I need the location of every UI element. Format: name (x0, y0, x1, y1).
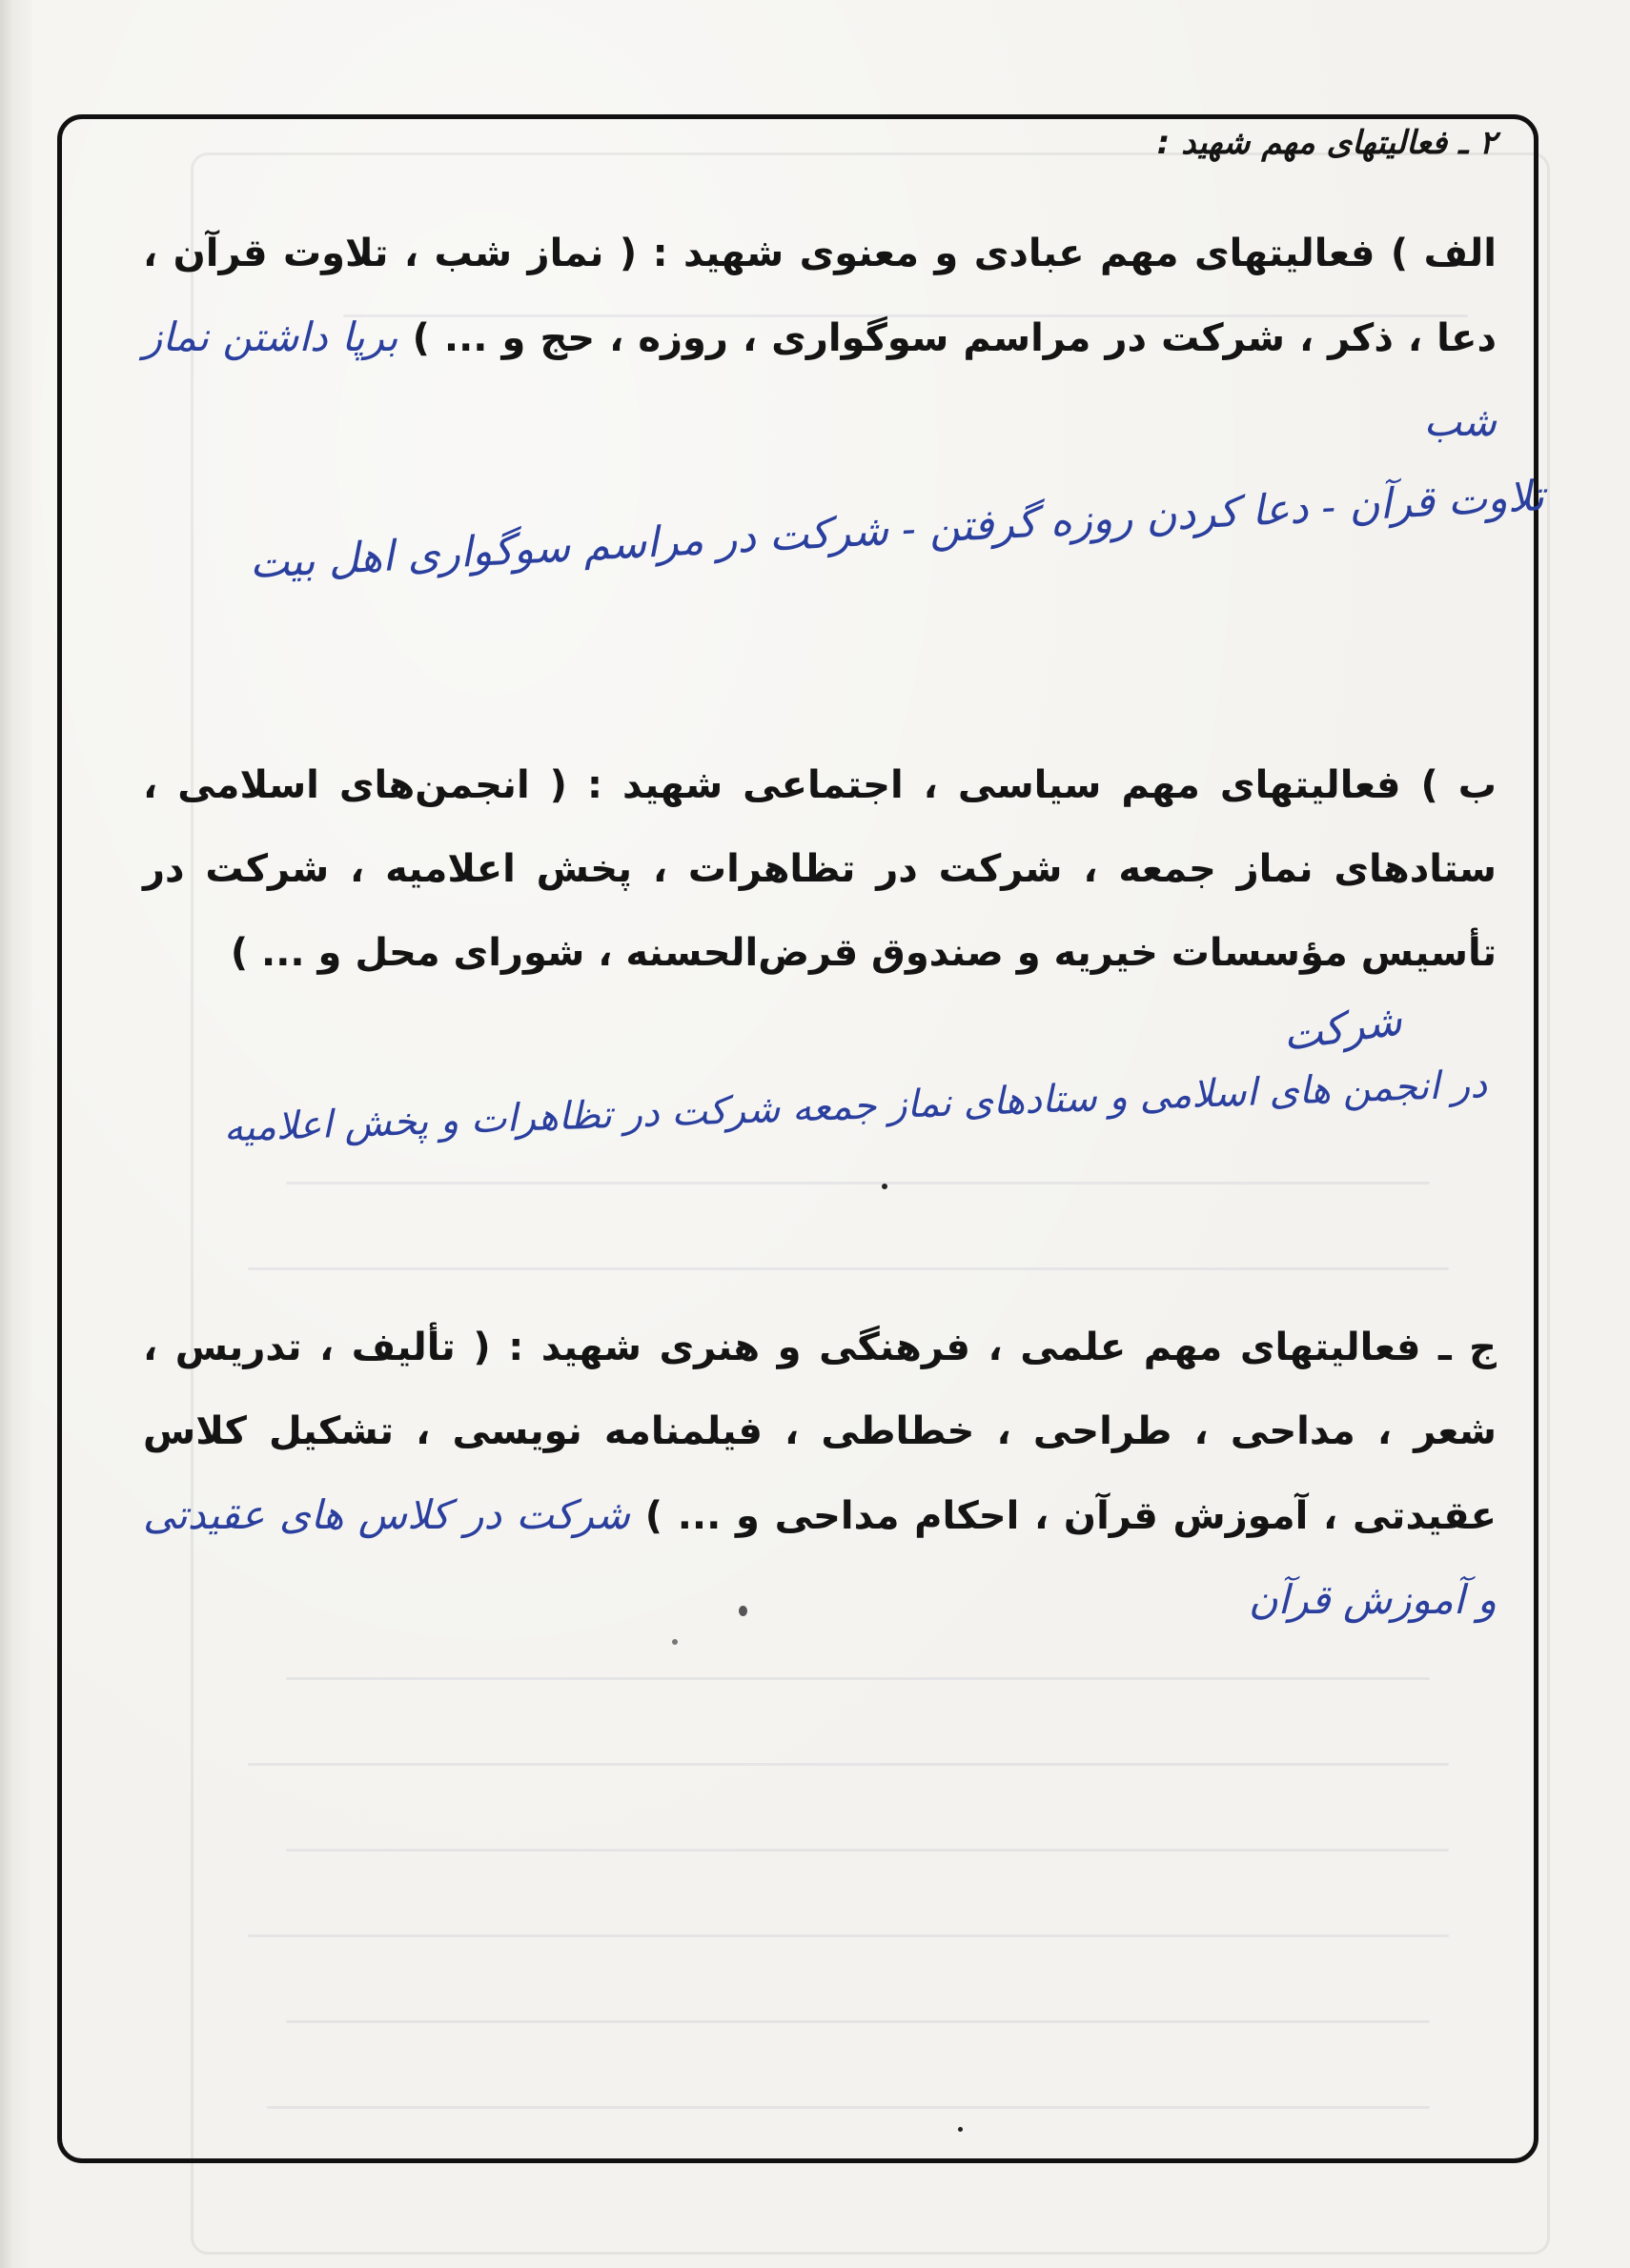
stacked-pages-edge (0, 0, 32, 2268)
section-a-handwritten-line: تلاوت قرآن - دعا کردن روزه گرفتن - شرکت در مراسم سوگواری اهل بیت (248, 472, 1546, 589)
section-b-handwritten-line: در انجمن های اسلامی و ستادهای نماز جمعه شرکت در تظاهرات و پخش اعلامیه (223, 1063, 1488, 1151)
section-heading: ۲ ـ فعالیتهای مهم شهید : (1156, 124, 1497, 162)
dust-speck (739, 1606, 747, 1616)
section-c-printed (143, 1306, 1497, 1643)
section-a-handwritten-inline: برپا داشتن نماز شب (143, 314, 1497, 445)
section-b-printed: ب ) فعالیتهای مهم سیاسی ، اجتماعی شهید : ( انجمن‌های اسلامی ، ستادهای نماز جمعه ، شرکت در تظاهرات ، پخش اعلامیه ، شرکت در تأسیس مؤسسات خیریه و صندوق قرض‌الحسنه ، شورای محل و ... ) (143, 763, 1497, 975)
section-a-printed (143, 212, 1497, 465)
dust-speck (882, 1184, 887, 1189)
section-a-text: الف ) فعالیتهای مهم عبادی و معنوی شهید : ( نماز شب ، تلاوت قرآن ، دعا ، ذکر ، شرکت در مراسم سوگواری ، روزه ، حج و ... ) (143, 232, 1497, 360)
section-c-text: ج ـ فعالیتهای مهم علمی ، فرهنگی و هنری شهید : ( تألیف ، تدریس ، شعر ، مداحی ، طراحی ، خطاطی ، فیلمنامه نویسی ، تشکیل کلاس عقیدتی ، آموزش قرآن ، احکام مداحی و ... ) (143, 1326, 1497, 1538)
dust-speck (958, 2127, 963, 2132)
dust-speck (672, 1639, 678, 1645)
section-b-handwritten-line: شرکت (1279, 996, 1405, 1062)
section-c-handwritten-inline: شرکت در کلاس های عقیدتی و آموزش قرآن (143, 1491, 1497, 1623)
